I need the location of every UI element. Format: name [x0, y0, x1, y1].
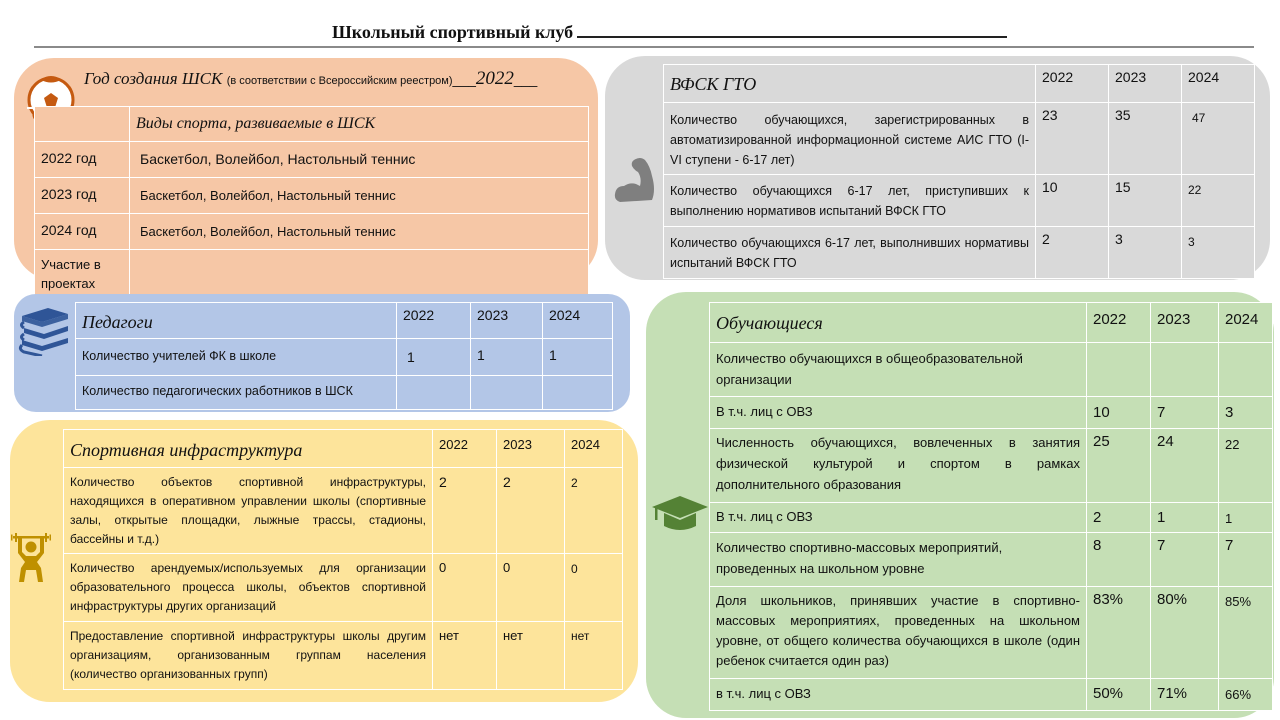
- value-cell: 1: [1219, 503, 1273, 533]
- value-cell: 10: [1087, 397, 1151, 429]
- sports-value: Баскетбол, Волейбол, Настольный теннис: [130, 214, 589, 250]
- sports-value: Баскетбол, Волейбол, Настольный теннис: [130, 142, 589, 178]
- table-row: [35, 142, 589, 178]
- value-cell: 35: [1109, 103, 1182, 175]
- year-header: 2022: [1036, 65, 1109, 103]
- row-label: 2022 год: [35, 142, 130, 178]
- row-label: Численность обучающихся, вовлеченных в занятия физической культурой и спортом в рамках дополнительного образования: [710, 429, 1087, 503]
- table-row: [664, 103, 1255, 175]
- row-label: Участие в проектах: [35, 250, 130, 300]
- value-cell: [1151, 343, 1219, 397]
- row-label: Количество педагогических работников в ШСК: [76, 376, 397, 410]
- row-label: Количество обучающихся, зарегистрированных в автоматизированной информационной системе АИС ГТО (I-VI ступени - 6-17 лет): [664, 103, 1036, 175]
- value-cell: 2: [1087, 503, 1151, 533]
- row-label: Количество объектов спортивной инфраструктуры, находящихся в оперативном управлении школы (спортивные залы, открытые площадки, лыжные трассы, стадионы, бассейны и т.д.): [64, 468, 433, 554]
- founding-year-line: [84, 68, 537, 90]
- value-cell: 1: [471, 339, 543, 376]
- value-cell: 0: [433, 554, 497, 622]
- value-cell: нет: [565, 622, 623, 690]
- value-cell: [1087, 343, 1151, 397]
- infrastructure-table: [63, 429, 623, 690]
- graduation-cap-icon: [650, 496, 710, 532]
- table-row: [664, 65, 1255, 103]
- row-label: Количество учителей ФК в школе: [76, 339, 397, 376]
- books-icon: [18, 306, 70, 356]
- value-cell: 47: [1182, 103, 1255, 175]
- teachers-table: [75, 302, 613, 410]
- gto-title: ВФСК ГТО: [664, 65, 1036, 103]
- year-header: 2023: [471, 303, 543, 339]
- year-header: 2024: [1219, 303, 1273, 343]
- value-cell: 10: [1036, 175, 1109, 227]
- table-row: [76, 303, 613, 339]
- value-cell: 1: [397, 339, 471, 376]
- gto-table: [663, 64, 1255, 279]
- row-label: 2024 год: [35, 214, 130, 250]
- value-cell: 3: [1182, 227, 1255, 279]
- sports-value: [130, 250, 589, 300]
- value-cell: 7: [1219, 533, 1273, 587]
- table-row: [64, 430, 623, 468]
- students-table: [709, 302, 1273, 711]
- year-header: 2023: [1109, 65, 1182, 103]
- table-row: [710, 533, 1273, 587]
- value-cell: 66%: [1219, 679, 1273, 711]
- table-row: [64, 622, 623, 690]
- table-row: [710, 503, 1273, 533]
- sports-value: Баскетбол, Волейбол, Настольный теннис: [130, 178, 589, 214]
- year-header: 2023: [497, 430, 565, 468]
- row-label: в т.ч. лиц с ОВЗ: [710, 679, 1087, 711]
- founding-year: 2022: [475, 68, 514, 89]
- value-cell: нет: [433, 622, 497, 690]
- row-label: Количество обучающихся в общеобразовательной организации: [710, 343, 1087, 397]
- founding-note: (в соответствии с Всероссийским реестром): [226, 75, 453, 87]
- table-row: [664, 227, 1255, 279]
- value-cell: 2: [433, 468, 497, 554]
- value-cell: 80%: [1151, 587, 1219, 679]
- value-cell: 50%: [1087, 679, 1151, 711]
- empty-header-cell: [35, 107, 130, 142]
- year-header: 2023: [1151, 303, 1219, 343]
- value-cell: 7: [1151, 533, 1219, 587]
- value-cell: 83%: [1087, 587, 1151, 679]
- value-cell: [1219, 343, 1273, 397]
- sports-table: [34, 106, 589, 300]
- value-cell: 8: [1087, 533, 1151, 587]
- row-label: Количество обучающихся 6-17 лет, приступивших к выполнению нормативов испытаний ВФСК ГТО: [664, 175, 1036, 227]
- value-cell: 1: [1151, 503, 1219, 533]
- value-cell: [543, 376, 613, 410]
- title-blank-line: [577, 22, 1007, 38]
- row-label: Доля школьников, принявших участие в спортивно-массовых мероприятиях, проведенных на школьном уровне, от общего количества обучающихся в школе (один ребенок считается один раз): [710, 587, 1087, 679]
- value-cell: 22: [1182, 175, 1255, 227]
- row-label: Предоставление спортивной инфраструктуры школы другим организациям, организованным группам населения (количество организованных групп): [64, 622, 433, 690]
- value-cell: 3: [1219, 397, 1273, 429]
- value-cell: 3: [1109, 227, 1182, 279]
- row-label: В т.ч. лиц с ОВЗ: [710, 397, 1087, 429]
- value-cell: 2: [497, 468, 565, 554]
- value-cell: 24: [1151, 429, 1219, 503]
- value-cell: [397, 376, 471, 410]
- table-row: [76, 376, 613, 410]
- value-cell: 1: [543, 339, 613, 376]
- flexed-arm-icon: [612, 154, 660, 206]
- row-label: В т.ч. лиц с ОВЗ: [710, 503, 1087, 533]
- value-cell: [471, 376, 543, 410]
- value-cell: 25: [1087, 429, 1151, 503]
- table-row: [64, 554, 623, 622]
- founding-blank-right: ___: [513, 71, 538, 87]
- row-label: Количество обучающихся 6-17 лет, выполнивших нормативы испытаний ВФСК ГТО: [664, 227, 1036, 279]
- founding-label: Год создания ШСК: [84, 69, 223, 88]
- table-row: [76, 339, 613, 376]
- value-cell: 23: [1036, 103, 1109, 175]
- table-row: [35, 107, 589, 142]
- founding-blank-left: ___: [452, 71, 476, 87]
- value-cell: 15: [1109, 175, 1182, 227]
- year-header: 2022: [433, 430, 497, 468]
- year-header: 2024: [565, 430, 623, 468]
- table-row: [35, 250, 589, 300]
- value-cell: 71%: [1151, 679, 1219, 711]
- weightlifter-icon: [10, 532, 52, 584]
- value-cell: 7: [1151, 397, 1219, 429]
- page-title: [332, 22, 1007, 43]
- row-label: 2023 год: [35, 178, 130, 214]
- table-row: [710, 303, 1273, 343]
- value-cell: 85%: [1219, 587, 1273, 679]
- year-header: 2024: [1182, 65, 1255, 103]
- value-cell: 2: [565, 468, 623, 554]
- year-header: 2024: [543, 303, 613, 339]
- table-row: [710, 679, 1273, 711]
- table-row: [664, 175, 1255, 227]
- value-cell: нет: [497, 622, 565, 690]
- table-row: [64, 468, 623, 554]
- value-cell: 0: [565, 554, 623, 622]
- value-cell: 22: [1219, 429, 1273, 503]
- row-label: Количество спортивно-массовых мероприятий, проведенных на школьном уровне: [710, 533, 1087, 587]
- year-header: 2022: [1087, 303, 1151, 343]
- page-title-text: Школьный спортивный клуб: [332, 22, 574, 42]
- students-title: Обучающиеся: [710, 303, 1087, 343]
- table-row: [35, 214, 589, 250]
- row-label: Количество арендуемых/используемых для организации образовательного процесса школы, объектов спортивной инфраструктуры других организаций: [64, 554, 433, 622]
- table-row: [710, 587, 1273, 679]
- value-cell: 0: [497, 554, 565, 622]
- table-row: [710, 343, 1273, 397]
- infrastructure-title: Спортивная инфраструктура: [64, 430, 433, 468]
- header-divider: [34, 46, 1254, 48]
- table-row: [710, 397, 1273, 429]
- table-row: [710, 429, 1273, 503]
- table-row: [35, 178, 589, 214]
- sports-header: Виды спорта, развиваемые в ШСК: [130, 107, 589, 142]
- year-header: 2022: [397, 303, 471, 339]
- teachers-title: Педагоги: [76, 303, 397, 339]
- value-cell: 2: [1036, 227, 1109, 279]
